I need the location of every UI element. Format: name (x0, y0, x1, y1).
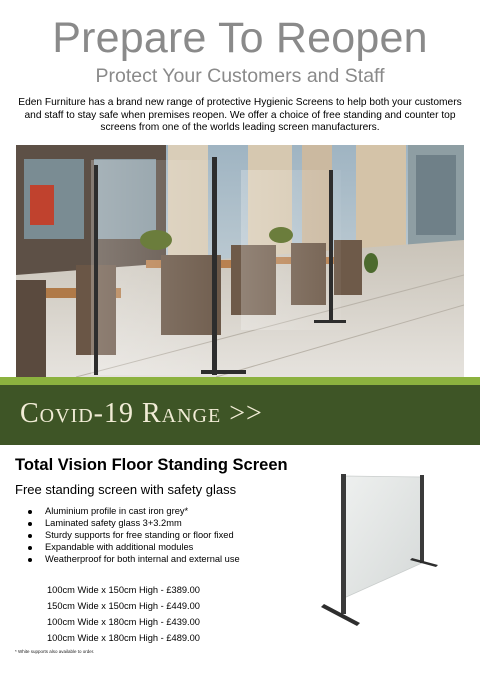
feature-item (28, 518, 240, 530)
banner-accent-strip (0, 377, 480, 385)
price-list (47, 582, 200, 646)
feature-text: Laminated safety glass 3+3.2mm (45, 517, 182, 528)
feature-text: Expandable with additional modules (45, 541, 194, 552)
product-title: Total Vision Floor Standing Screen (15, 456, 288, 474)
feature-item (28, 530, 240, 542)
bullet-icon (28, 546, 32, 550)
feature-item (28, 542, 240, 554)
price-item: 100cm Wide x 180cm High - £439.00 (47, 617, 200, 627)
price-item: 150cm Wide x 150cm High - £449.00 (47, 601, 200, 611)
page-title: Prepare To Reopen (52, 14, 428, 62)
covid-range-banner-text[interactable]: Covid-19 Range >> (20, 398, 263, 429)
feature-item (28, 506, 240, 518)
price-item: 100cm Wide x 180cm High - £489.00 (47, 633, 200, 643)
intro-paragraph: Eden Furniture has a brand new range of protective Hygienic Screens to help both your customers and staff to stay safe when premises reopen. We offer a choice of free standing and counter top screens from one of the worlds leading screen manufacturers. (18, 97, 462, 134)
restaurant-terrace-photo (16, 145, 464, 377)
product-subtitle: Free standing screen with safety glass (15, 482, 237, 497)
feature-list (28, 506, 240, 566)
floor-standing-screen-image (320, 468, 450, 628)
feature-text: Sturdy supports for free standing or floor fixed (45, 529, 234, 540)
bullet-icon (28, 534, 32, 538)
footnote: * White supports also available to order. (15, 649, 95, 654)
bullet-icon (28, 510, 32, 514)
bullet-icon (28, 522, 32, 526)
page-subtitle: Protect Your Customers and Staff (95, 65, 385, 87)
feature-text: Weatherproof for both internal and external use (45, 553, 240, 564)
price-item: 100cm Wide x 150cm High - £389.00 (47, 585, 200, 595)
feature-item (28, 554, 240, 566)
feature-text: Aluminium profile in cast iron grey* (45, 506, 189, 516)
bullet-icon (28, 558, 32, 562)
